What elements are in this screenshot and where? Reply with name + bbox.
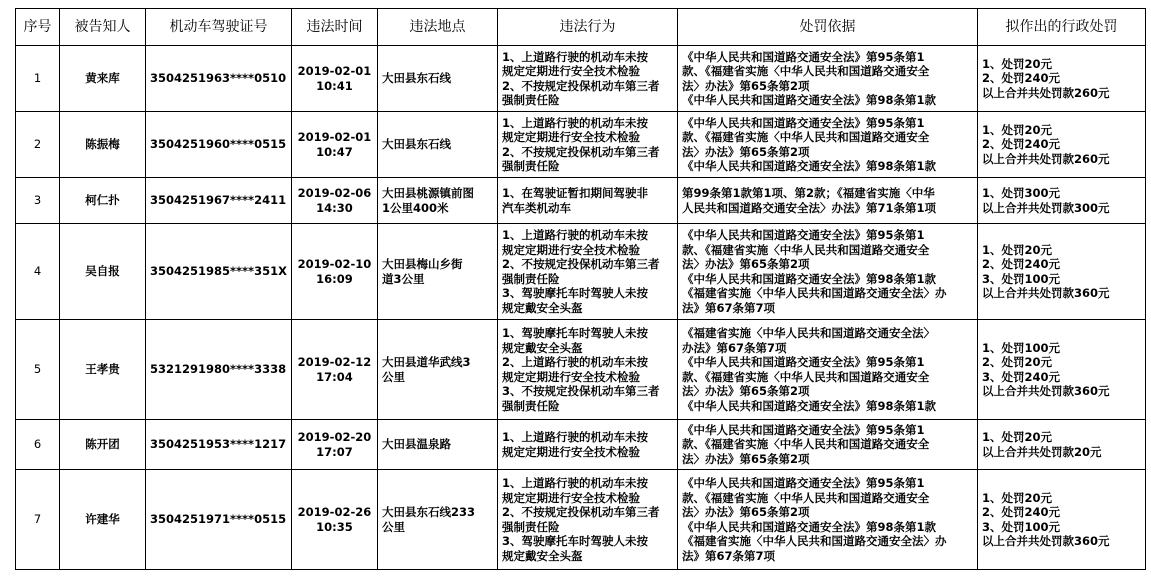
- header-penalty: 拟作出的行政处罚: [977, 9, 1145, 46]
- time-line: 2019-02-20: [297, 430, 372, 444]
- cell-time: [291, 112, 377, 178]
- penalty-line: 2、处罚240元: [981, 257, 1060, 271]
- cell-license: [146, 470, 292, 570]
- cell-license: [146, 112, 292, 178]
- cell-place: [377, 178, 497, 224]
- basis-line: 款、《福建省实施〈中华人民共和国道路交通安全: [681, 64, 930, 78]
- place-line: 1公里400米: [381, 200, 449, 215]
- basis-line: 人民共和国道路交通安全法〉办法》第71条第1项: [681, 200, 936, 215]
- behavior-line: 规定定期进行安全技术检验: [501, 64, 640, 78]
- cell-basis: [677, 320, 977, 420]
- cell-place: [377, 112, 497, 178]
- cell-name-text: 许建华: [85, 512, 120, 527]
- cell-penalty: [977, 420, 1145, 470]
- cell-behavior: [497, 420, 677, 470]
- table-row: [16, 46, 1146, 112]
- basis-line: 《中华人民共和国道路交通安全法》第95条第1: [681, 355, 925, 369]
- basis-line: 法〉办法》第65条第2项: [681, 451, 810, 466]
- time-line: 2019-02-26: [297, 505, 372, 519]
- header-basis: 处罚依据: [677, 9, 977, 46]
- cell-place: [377, 470, 497, 570]
- cell-behavior: [497, 112, 677, 178]
- basis-line: 法》第67条第7项: [681, 300, 775, 315]
- place-line: 大田县温泉路: [381, 437, 451, 452]
- basis-line: 《中华人民共和国道路交通安全法》第98条第1款: [681, 93, 936, 107]
- cell-place: [377, 320, 497, 420]
- cell-license-text: 3504251960****0515: [150, 137, 287, 152]
- basis-line: 款、《福建省实施〈中华人民共和国道路交通安全: [681, 242, 930, 257]
- penalty-line: 以上合并共处罚款360元: [981, 534, 1110, 548]
- header-behavior: 违法行为: [497, 9, 677, 46]
- place-line: 大田县东石线: [381, 71, 451, 86]
- penalty-line: 2、处罚240元: [981, 71, 1060, 86]
- place-line: 大田县东石线: [381, 137, 451, 152]
- table-row: [16, 470, 1146, 570]
- cell-name: [60, 320, 146, 420]
- cell-basis: [677, 224, 977, 320]
- cell-place: [377, 420, 497, 470]
- penalty-line: 1、处罚20元: [981, 490, 1052, 505]
- penalty-line: 1、处罚100元: [981, 340, 1060, 355]
- cell-penalty: [977, 224, 1145, 320]
- basis-line: 《中华人民共和国道路交通安全法》第98条第1款: [681, 398, 936, 413]
- cell-basis: [677, 112, 977, 178]
- place-line: 公里: [381, 519, 405, 534]
- penalty-line: 3、处罚100元: [981, 271, 1060, 286]
- place-line: 公里: [381, 369, 405, 384]
- basis-line: 法〉办法》第65条第2项: [681, 257, 810, 271]
- table-row: [16, 224, 1146, 320]
- basis-line: 款、《福建省实施〈中华人民共和国道路交通安全: [681, 130, 930, 144]
- behavior-line: 3、驾驶摩托车时驾驶人未按: [501, 534, 648, 548]
- basis-line: 法〉办法》第65条第2项: [681, 78, 810, 93]
- place-line: 大田县道华武线3: [381, 355, 471, 369]
- cell-time: [291, 178, 377, 224]
- behavior-line: 强制责任险: [501, 159, 560, 173]
- cell-penalty: [977, 178, 1145, 224]
- cell-behavior: [497, 46, 677, 112]
- penalty-line: 2、处罚240元: [981, 505, 1060, 519]
- cell-license: [146, 420, 292, 470]
- behavior-line: 2、不按规定投保机动车第三者: [501, 144, 660, 159]
- cell-no-text: 2: [33, 137, 42, 152]
- time-line: 2019-02-01: [297, 64, 372, 78]
- behavior-line: 1、上道路行驶的机动车未按: [501, 115, 648, 130]
- cell-no: [16, 420, 60, 470]
- cell-no: [16, 224, 60, 320]
- table-row: [16, 112, 1146, 178]
- cell-place: [377, 224, 497, 320]
- place-line: 道3公里: [381, 271, 425, 286]
- time-line: 14:30: [316, 200, 353, 215]
- basis-line: 办法》第67条第7项: [681, 340, 787, 355]
- cell-penalty: [977, 112, 1145, 178]
- cell-no: [16, 320, 60, 420]
- penalty-notice-table: [15, 8, 1146, 570]
- behavior-line: 3、不按规定投保机动车第三者: [501, 384, 660, 398]
- behavior-line: 1、上道路行驶的机动车未按: [501, 228, 648, 242]
- cell-name: [60, 46, 146, 112]
- behavior-line: 强制责任险: [501, 398, 560, 413]
- basis-line: 第99条第1款第1项、第2款；《福建省实施〈中华: [681, 186, 935, 200]
- cell-basis: [677, 470, 977, 570]
- cell-license-text: 5321291980****3338: [150, 362, 287, 377]
- behavior-line: 1、上道路行驶的机动车未按: [501, 49, 648, 64]
- behavior-line: 强制责任险: [501, 271, 560, 286]
- behavior-line: 1、在驾驶证暂扣期间驾驶非: [501, 186, 648, 200]
- cell-basis: [677, 420, 977, 470]
- penalty-line: 3、处罚100元: [981, 519, 1060, 534]
- behavior-line: 1、驾驶摩托车时驾驶人未按: [501, 326, 648, 340]
- basis-line: 《中华人民共和国道路交通安全法》第95条第1: [681, 115, 925, 130]
- cell-time: [291, 420, 377, 470]
- behavior-line: 规定定期进行安全技术检验: [501, 242, 640, 257]
- penalty-line: 1、处罚20元: [981, 242, 1052, 257]
- cell-no-text: 3: [33, 193, 42, 208]
- basis-line: 《中华人民共和国道路交通安全法》第95条第1: [681, 422, 925, 437]
- cell-license-text: 3504251985****351X: [150, 264, 287, 279]
- basis-line: 《福建省实施〈中华人民共和国道路交通安全法〉: [681, 326, 935, 340]
- cell-license: [146, 320, 292, 420]
- cell-behavior: [497, 320, 677, 420]
- cell-license-text: 3504251963****0510: [150, 71, 287, 86]
- time-line: 2019-02-01: [297, 130, 372, 144]
- penalty-line: 3、处罚240元: [981, 369, 1060, 384]
- cell-license: [146, 178, 292, 224]
- penalty-line: 以上合并共处罚款360元: [981, 384, 1110, 398]
- cell-place: [377, 46, 497, 112]
- behavior-line: 强制责任险: [501, 519, 560, 534]
- cell-no: [16, 470, 60, 570]
- time-line: 17:07: [316, 444, 353, 459]
- basis-line: 《福建省实施〈中华人民共和国道路交通安全法〉办: [681, 534, 947, 548]
- cell-license-text: 3504251953****1217: [150, 437, 287, 452]
- cell-time: [291, 46, 377, 112]
- cell-no-text: 6: [33, 437, 42, 452]
- time-line: 16:09: [316, 271, 353, 286]
- cell-name-text: 黄来库: [85, 71, 120, 86]
- table-row: [16, 320, 1146, 420]
- header-license: 机动车驾驶证号: [146, 9, 292, 46]
- behavior-line: 2、不按规定投保机动车第三者: [501, 78, 660, 93]
- basis-line: 《中华人民共和国道路交通安全法》第95条第1: [681, 228, 925, 242]
- cell-no: [16, 178, 60, 224]
- header-place: 违法地点: [377, 9, 497, 46]
- behavior-line: 规定戴安全头盔: [501, 340, 583, 355]
- table-row: [16, 420, 1146, 470]
- cell-name: [60, 178, 146, 224]
- behavior-line: 1、上道路行驶的机动车未按: [501, 476, 648, 490]
- basis-line: 款、《福建省实施〈中华人民共和国道路交通安全: [681, 437, 930, 452]
- cell-behavior: [497, 470, 677, 570]
- cell-name: [60, 420, 146, 470]
- basis-line: 《中华人民共和国道路交通安全法》第95条第1: [681, 476, 925, 490]
- time-line: 2019-02-06: [297, 186, 372, 200]
- cell-no-text: 5: [33, 362, 42, 377]
- cell-license-text: 3504251971****0515: [150, 512, 287, 527]
- header-name: 被告知人: [60, 9, 146, 46]
- time-line: 10:41: [316, 78, 353, 93]
- behavior-line: 规定定期进行安全技术检验: [501, 490, 640, 505]
- penalty-line: 1、处罚20元: [981, 122, 1052, 137]
- basis-line: 《中华人民共和国道路交通安全法》第95条第1: [681, 49, 925, 64]
- cell-time: [291, 224, 377, 320]
- cell-no-text: 4: [33, 264, 42, 279]
- behavior-line: 2、不按规定投保机动车第三者: [501, 257, 660, 271]
- place-line: 大田县梅山乡街: [381, 257, 463, 271]
- cell-name: [60, 224, 146, 320]
- cell-license: [146, 224, 292, 320]
- header-time: 违法时间: [291, 9, 377, 46]
- cell-name-text: 王孝贵: [85, 362, 120, 377]
- behavior-line: 2、上道路行驶的机动车未按: [501, 355, 648, 369]
- table-row: [16, 178, 1146, 224]
- cell-basis: [677, 178, 977, 224]
- cell-penalty: [977, 320, 1145, 420]
- cell-time: [291, 320, 377, 420]
- cell-behavior: [497, 178, 677, 224]
- cell-name-text: 陈振梅: [85, 137, 120, 152]
- place-line: 大田县桃源镇前图: [381, 186, 474, 200]
- basis-line: 《中华人民共和国道路交通安全法》第98条第1款: [681, 159, 936, 173]
- penalty-line: 以上合并共处罚款260元: [981, 85, 1110, 100]
- basis-line: 法〉办法》第65条第2项: [681, 384, 810, 398]
- behavior-line: 3、驾驶摩托车时驾驶人未按: [501, 286, 648, 300]
- cell-name-text: 陈开团: [85, 437, 120, 452]
- cell-license: [146, 46, 292, 112]
- behavior-line: 强制责任险: [501, 93, 560, 107]
- basis-line: 款、《福建省实施〈中华人民共和国道路交通安全: [681, 490, 930, 505]
- cell-penalty: [977, 470, 1145, 570]
- penalty-line: 1、处罚20元: [981, 430, 1052, 444]
- penalty-line: 以上合并共处罚款360元: [981, 286, 1110, 300]
- cell-no: [16, 46, 60, 112]
- penalty-line: 1、处罚20元: [981, 56, 1052, 71]
- cell-name: [60, 470, 146, 570]
- time-line: 10:47: [316, 144, 353, 159]
- behavior-line: 汽车类机动车: [501, 200, 571, 215]
- behavior-line: 规定戴安全头盔: [501, 300, 583, 315]
- basis-line: 法〉办法》第65条第2项: [681, 144, 810, 159]
- penalty-line: 以上合并共处罚款260元: [981, 151, 1110, 166]
- behavior-line: 1、上道路行驶的机动车未按: [501, 430, 648, 444]
- cell-no-text: 1: [33, 71, 42, 86]
- basis-line: 《福建省实施〈中华人民共和国道路交通安全法〉办: [681, 286, 947, 300]
- cell-penalty: [977, 46, 1145, 112]
- penalty-line: 以上合并共处罚款20元: [981, 444, 1102, 459]
- cell-name-text: 柯仁扑: [85, 193, 120, 208]
- cell-license-text: 3504251967****2411: [150, 193, 287, 208]
- behavior-line: 2、不按规定投保机动车第三者: [501, 505, 660, 519]
- basis-line: 法〉办法》第65条第2项: [681, 505, 810, 519]
- time-line: 17:04: [316, 369, 353, 384]
- cell-name-text: 吴自报: [85, 264, 120, 279]
- time-line: 2019-02-12: [297, 355, 372, 369]
- basis-line: 法》第67条第7项: [681, 548, 775, 563]
- basis-line: 款、《福建省实施〈中华人民共和国道路交通安全: [681, 369, 930, 384]
- cell-name: [60, 112, 146, 178]
- behavior-line: 规定定期进行安全技术检验: [501, 369, 640, 384]
- place-line: 大田县东石线233: [381, 505, 475, 519]
- basis-line: 《中华人民共和国道路交通安全法》第98条第1款: [681, 519, 936, 534]
- penalty-line: 以上合并共处罚款300元: [981, 200, 1110, 215]
- behavior-line: 规定定期进行安全技术检验: [501, 444, 640, 459]
- penalty-line: 2、处罚240元: [981, 137, 1060, 152]
- cell-basis: [677, 46, 977, 112]
- header-row: [16, 9, 1146, 46]
- header-no: 序号: [16, 9, 60, 46]
- penalty-line: 1、处罚300元: [981, 186, 1060, 200]
- behavior-line: 规定定期进行安全技术检验: [501, 130, 640, 144]
- cell-time: [291, 470, 377, 570]
- cell-behavior: [497, 224, 677, 320]
- basis-line: 《中华人民共和国道路交通安全法》第98条第1款: [681, 271, 936, 286]
- cell-no: [16, 112, 60, 178]
- penalty-line: 2、处罚20元: [981, 355, 1052, 369]
- time-line: 2019-02-10: [297, 257, 372, 271]
- time-line: 10:35: [316, 519, 353, 534]
- cell-no-text: 7: [33, 512, 42, 527]
- behavior-line: 规定戴安全头盔: [501, 548, 583, 563]
